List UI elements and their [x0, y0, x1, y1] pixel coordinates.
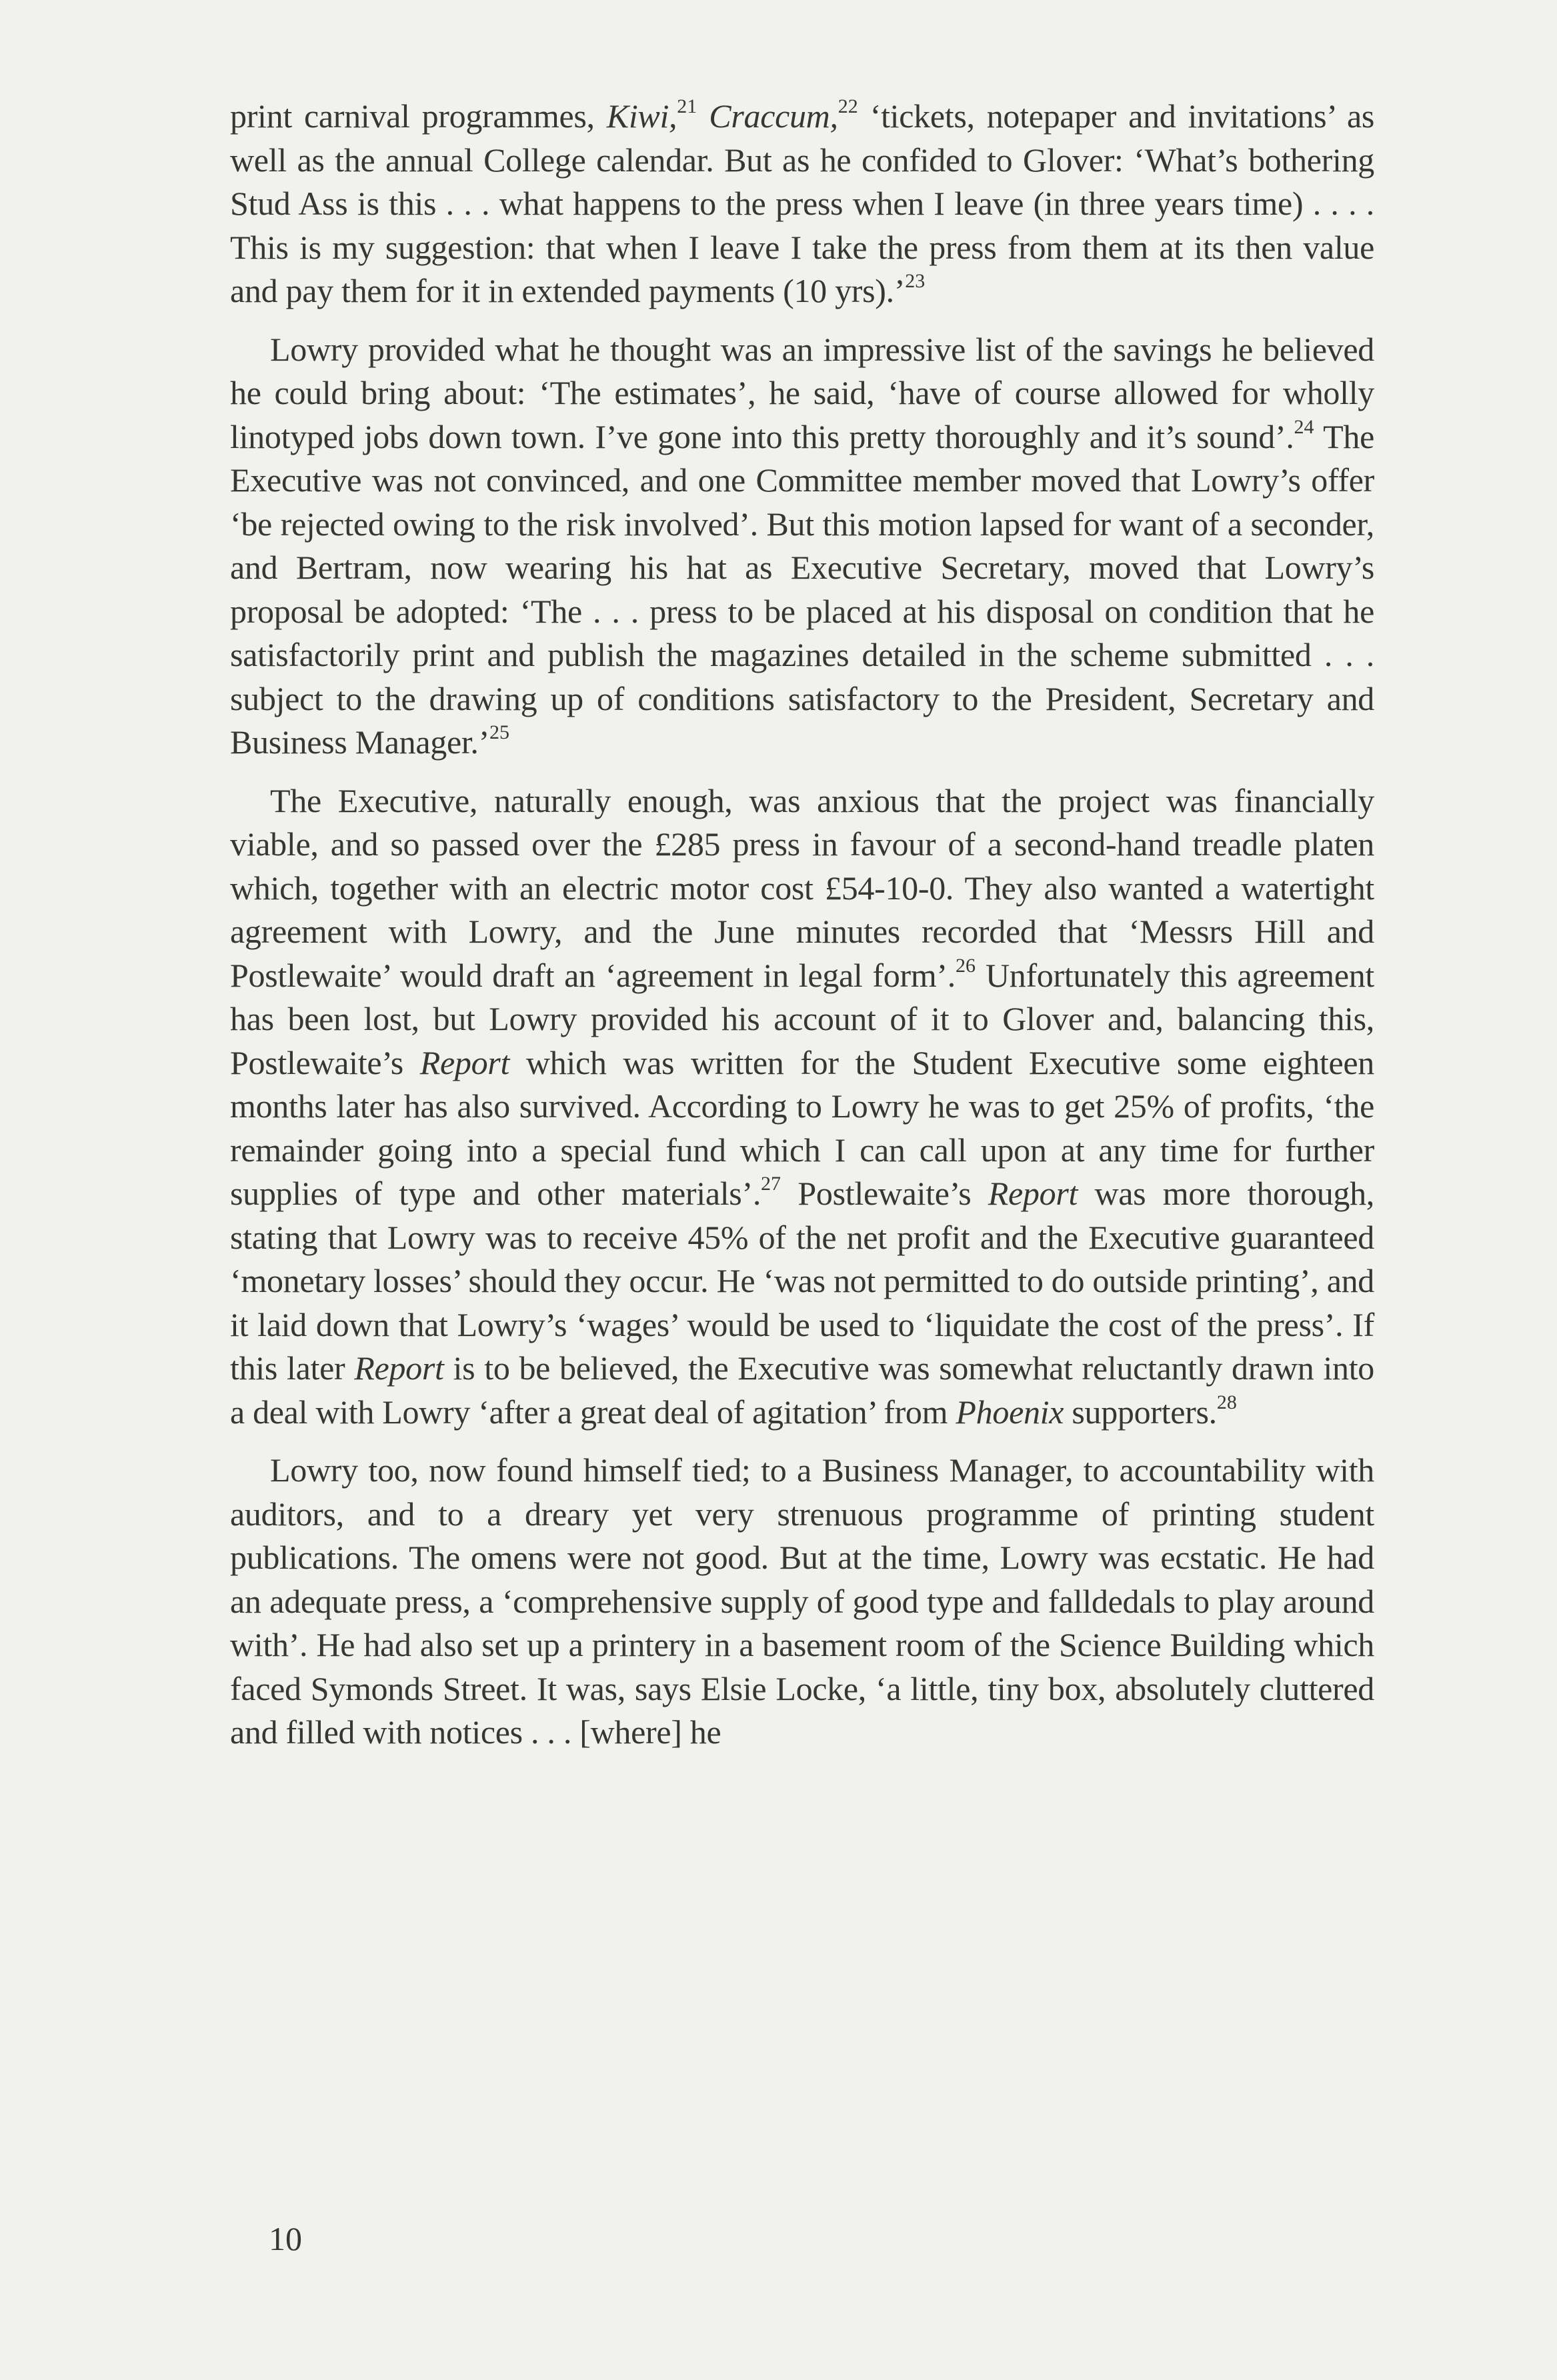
footnote-ref-26[interactable]: 26 [955, 954, 976, 977]
paragraph-3 [230, 779, 1374, 1435]
page-body [230, 95, 1374, 1769]
text-segment: was more thorough, stating that Lowry was to receive 45% of the net profit and the Executive guaranteed ‘monetary losses’ should they occur. He ‘was not permitted to do outside printing’, and it laid down that Lowry’s ‘wages’ would be used to ‘liquidate the cost of the press’. If this later [230, 1175, 1375, 1387]
footnote-ref-23[interactable]: 23 [905, 270, 926, 292]
text-segment: Lowry provided what he thought was an impressive list of the savings he believed he could bring about: ‘The estimates’, he said, ‘have of course allowed for wholly linotyped jobs down town. I’ve gone into this pretty thoroughly and it’s sound’. [230, 330, 1374, 455]
text-segment: Lowry too, now found himself tied; to a Business Manager, to accountability with auditors, and to a dreary yet very strenuous programme of printing student publications. The omens were not good. But at the time, Lowry was ecstatic. He had an adequate press, a ‘comprehensive supply of good type and falldedals to play around with’. He had also set up a printery in a basement room of the Science Building which faced Symonds Street. It was, says Elsie Locke, ‘a little, tiny box, absolutely cluttered and filled with notices . . . [where] he [230, 1451, 1374, 1751]
footnote-ref-25[interactable]: 25 [489, 721, 509, 743]
footnote-ref-22[interactable]: 22 [838, 95, 858, 117]
text-segment: is to be believed, the Executive was somewhat reluctantly drawn into a deal with Lowry ‘after a great deal of agitation’ from [230, 1349, 1374, 1431]
text-segment: supporters. [1064, 1393, 1217, 1431]
italic-title-phoenix: Phoenix [956, 1393, 1064, 1431]
text-segment: The Executive was not convinced, and one Committee member moved that Lowry’s offer ‘be rejected owing to the risk involved’. But this motion lapsed for want of a seconder, and Bertram, now wearing his hat as Executive Secretary, moved that Lowry’s proposal be adopted: ‘The . . . press to be placed at his disposal on condition that he satisfactorily print and publish the magazines detailed in the scheme submitted . . . subject to the drawing up of conditions satisfactory to the President, Secretary and Business Manager.’ [230, 417, 1374, 761]
paragraph-2 [230, 328, 1374, 765]
text-segment: Unfortunately this agreement has been lost, but Lowry provided his account of it to Glover and, balancing this, Postlewaite’s [230, 956, 1375, 1081]
italic-title-report: Report [988, 1175, 1078, 1212]
text-segment: The Executive, naturally enough, was anxious that the project was financially viable, and so passed over the £285 press in favour of a second-hand treadle platen which, together with an electric motor cost £54-10-0. They also wanted a watertight agreement with Lowry, and the June minutes recorded that ‘Messrs Hill and Postlewaite’ would draft an ‘agreement in legal form’. [230, 781, 1374, 994]
italic-title-craccum: Craccum, [709, 97, 838, 135]
italic-title-kiwi: Kiwi, [606, 97, 677, 135]
paragraph-1 [230, 95, 1374, 313]
page-number: 10 [269, 2220, 302, 2257]
footnote-ref-28[interactable]: 28 [1216, 1391, 1237, 1413]
text-segment: which was written for the Student Executive some eighteen months later has also survived. According to Lowry he was to get 25% of profits, ‘the remainder going into a special fund which I can call upon at any time for further supplies of type and other materials’. [230, 1043, 1375, 1212]
text-segment: print carnival programmes, [230, 97, 607, 135]
footnote-ref-21[interactable]: 21 [677, 95, 697, 117]
text-segment: Postlewaite’s [781, 1175, 988, 1212]
italic-title-report: Report [354, 1349, 444, 1387]
paragraph-4 [230, 1449, 1374, 1755]
italic-title-report: Report [419, 1043, 510, 1081]
footnote-ref-24[interactable]: 24 [1294, 415, 1314, 438]
footnote-ref-27[interactable]: 27 [761, 1173, 782, 1195]
text-segment [697, 97, 709, 135]
text-segment: ‘tickets, notepaper and invitations’ as well as the annual College calendar. But as he confided to Glover: ‘What’s bothering Stud Ass is this . . . what happens to the press when I leave (in three years time) . . . . This is my suggestion: that when I leave I take the press from them at its then value and pay them for it in extended payments (10 yrs).’ [230, 97, 1374, 309]
